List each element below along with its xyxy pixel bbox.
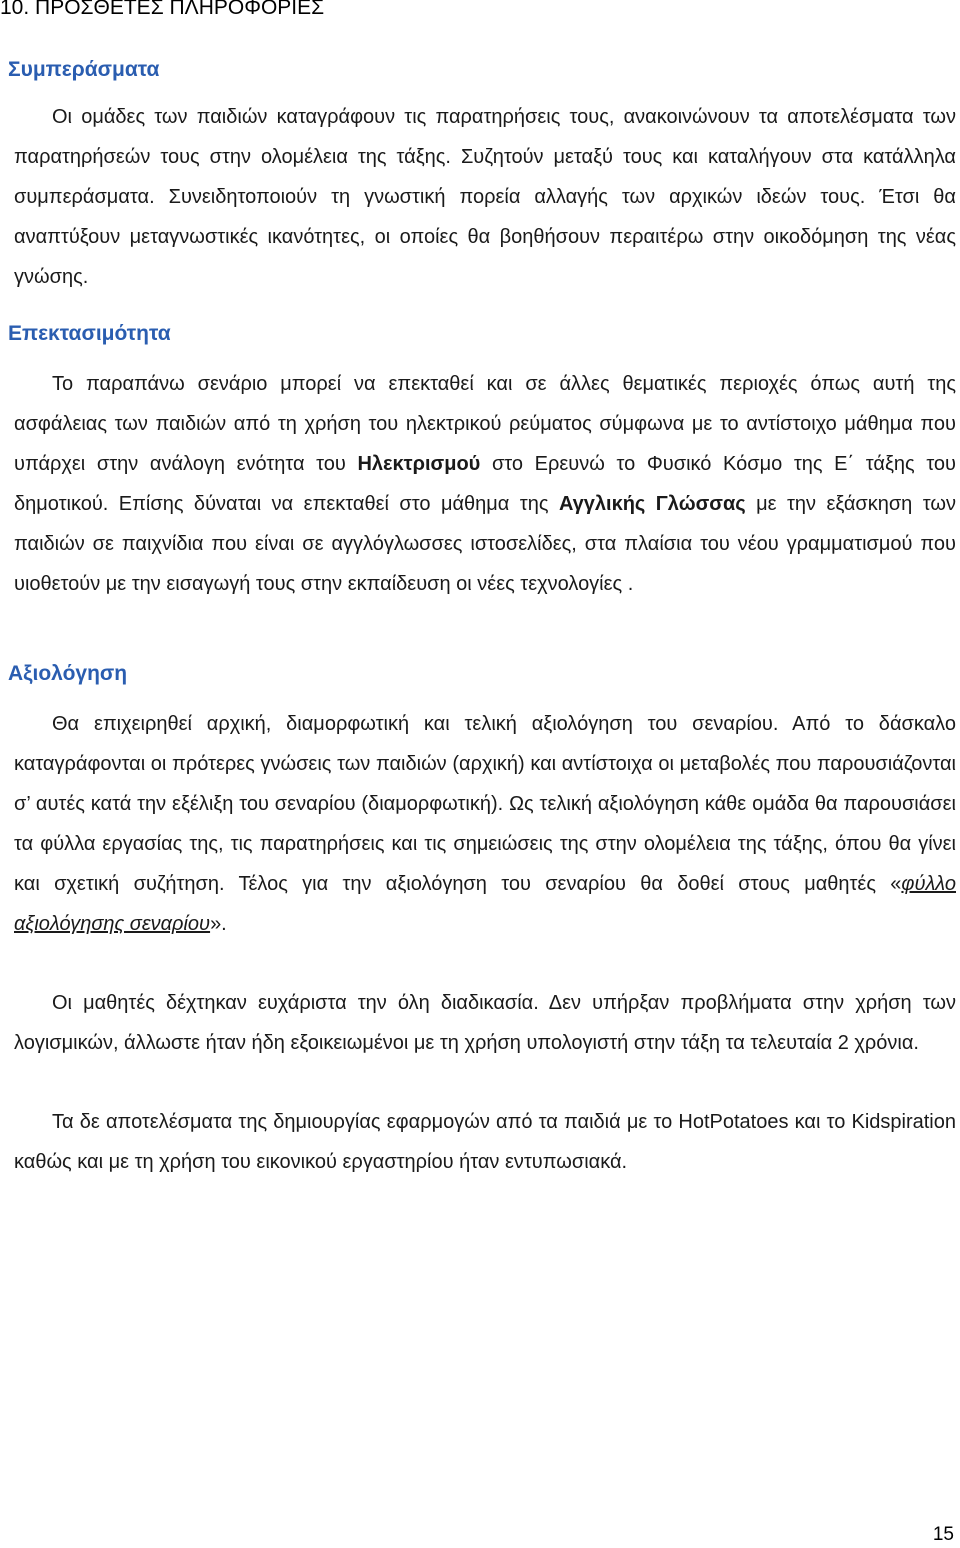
paragraph-conclusions: Οι ομάδες των παιδιών καταγράφουν τις παρατηρήσεις τους, ανακοινώνουν τα αποτελέσματα των παρατηρήσεών τους στην ολομέλεια της τάξης. Συζητούν μεταξύ τους και καταλήγουν στα κατάλληλα συμπεράσματα. Συνειδητοποιούν τη γνωστική πορεία αλλαγής των αρχικών ιδεών τους. Έτσι θα αναπτύξουν μεταγνωστικές ικανότητες, οι οποίες θα βοηθήσουν περαιτέρω στην οικοδόμηση της νέας γνώσης. — [14, 106, 956, 288]
text-run: στο Ερευνώ το Φυσικό Κόσμο της Ε΄ τάξης του δημοτικού. Επίσης δύναται να επεκταθεί στο μάθημα της — [14, 453, 956, 515]
section-heading-evaluation: Αξιολόγηση — [8, 662, 128, 685]
section-heading-conclusions: Συμπεράσματα — [8, 58, 160, 81]
page-title: 10. ΠΡΟΣΘΕΤΕΣ ΠΛΗΡΟΦΟΡΙΕΣ — [0, 0, 325, 19]
paragraph-extensibility — [14, 364, 956, 604]
text-run: Το παραπάνω σενάριο μπορεί να επεκταθεί και σε άλλες θεματικές περιοχές όπως αυτή της ασφάλειας των παιδιών από τη χρήση του ηλεκτρικού ρεύματος σύμφωνα με το αντίστοιχο μάθημα που υπάρχει στην ανάλογη ενότητα του — [14, 373, 956, 475]
paragraph-evaluation — [14, 704, 956, 944]
section-heading-extensibility: Επεκτασιμότητα — [8, 322, 171, 345]
page-number: 15 — [932, 1524, 954, 1545]
text-run: ». — [210, 913, 227, 935]
bold-term-electricity: Ηλεκτρισμού — [357, 453, 481, 475]
evaluation-sheet-link[interactable]: φύλλο αξιολόγησης σεναρίου — [14, 873, 956, 935]
text-run: Θα επιχειρηθεί αρχική, διαμορφωτική και τελική αξιολόγηση του σεναρίου. Από το δάσκαλο καταγράφονται οι πρότερες γνώσεις των παιδιών (αρχική) και αντίστοιχα οι μεταβολές που παρουσιάζονται σ’ αυτές κατά την εξέλιξη του σεναρίου (διαμορφωτική). Ως τελική αξιολόγηση κάθε ομάδα θα παρουσιάσει τα φύλλα εργασίας της, τις παρατηρήσεις και τις σημειώσεις της στην ολομέλεια της τάξης, όπου θα γίνει και σχετική συζήτηση. Τέλος για την αξιολόγηση του σεναρίου θα δοθεί στους μαθητές « — [14, 713, 956, 895]
bold-term-english: Αγγλικής Γλώσσας — [558, 493, 746, 515]
text-run: με την εξάσκηση των παιδιών σε παιχνίδια που είναι σε αγγλόγλωσσες ιστοσελίδες, στα πλαίσια του νέου γραμματισμού που υιοθετούν με την εισαγωγή τους στην εκπαίδευση οι νέες τεχνολογίες . — [14, 493, 956, 595]
paragraph-results: Τα δε αποτελέσματα της δημιουργίας εφαρμογών από τα παιδιά με το HotPotatoes και το Kidspiration καθώς και με τη χρήση του εικονικού εργαστηρίου ήταν εντυπωσιακά. — [14, 1111, 956, 1173]
paragraph-students-feedback: Οι μαθητές δέχτηκαν ευχάριστα την όλη διαδικασία. Δεν υπήρξαν προβλήματα στην χρήση των λογισμικών, άλλωστε ήταν ήδη εξοικειωμένοι με τη χρήση υπολογιστή στην τάξη τα τελευταία 2 χρόνια. — [14, 992, 956, 1054]
